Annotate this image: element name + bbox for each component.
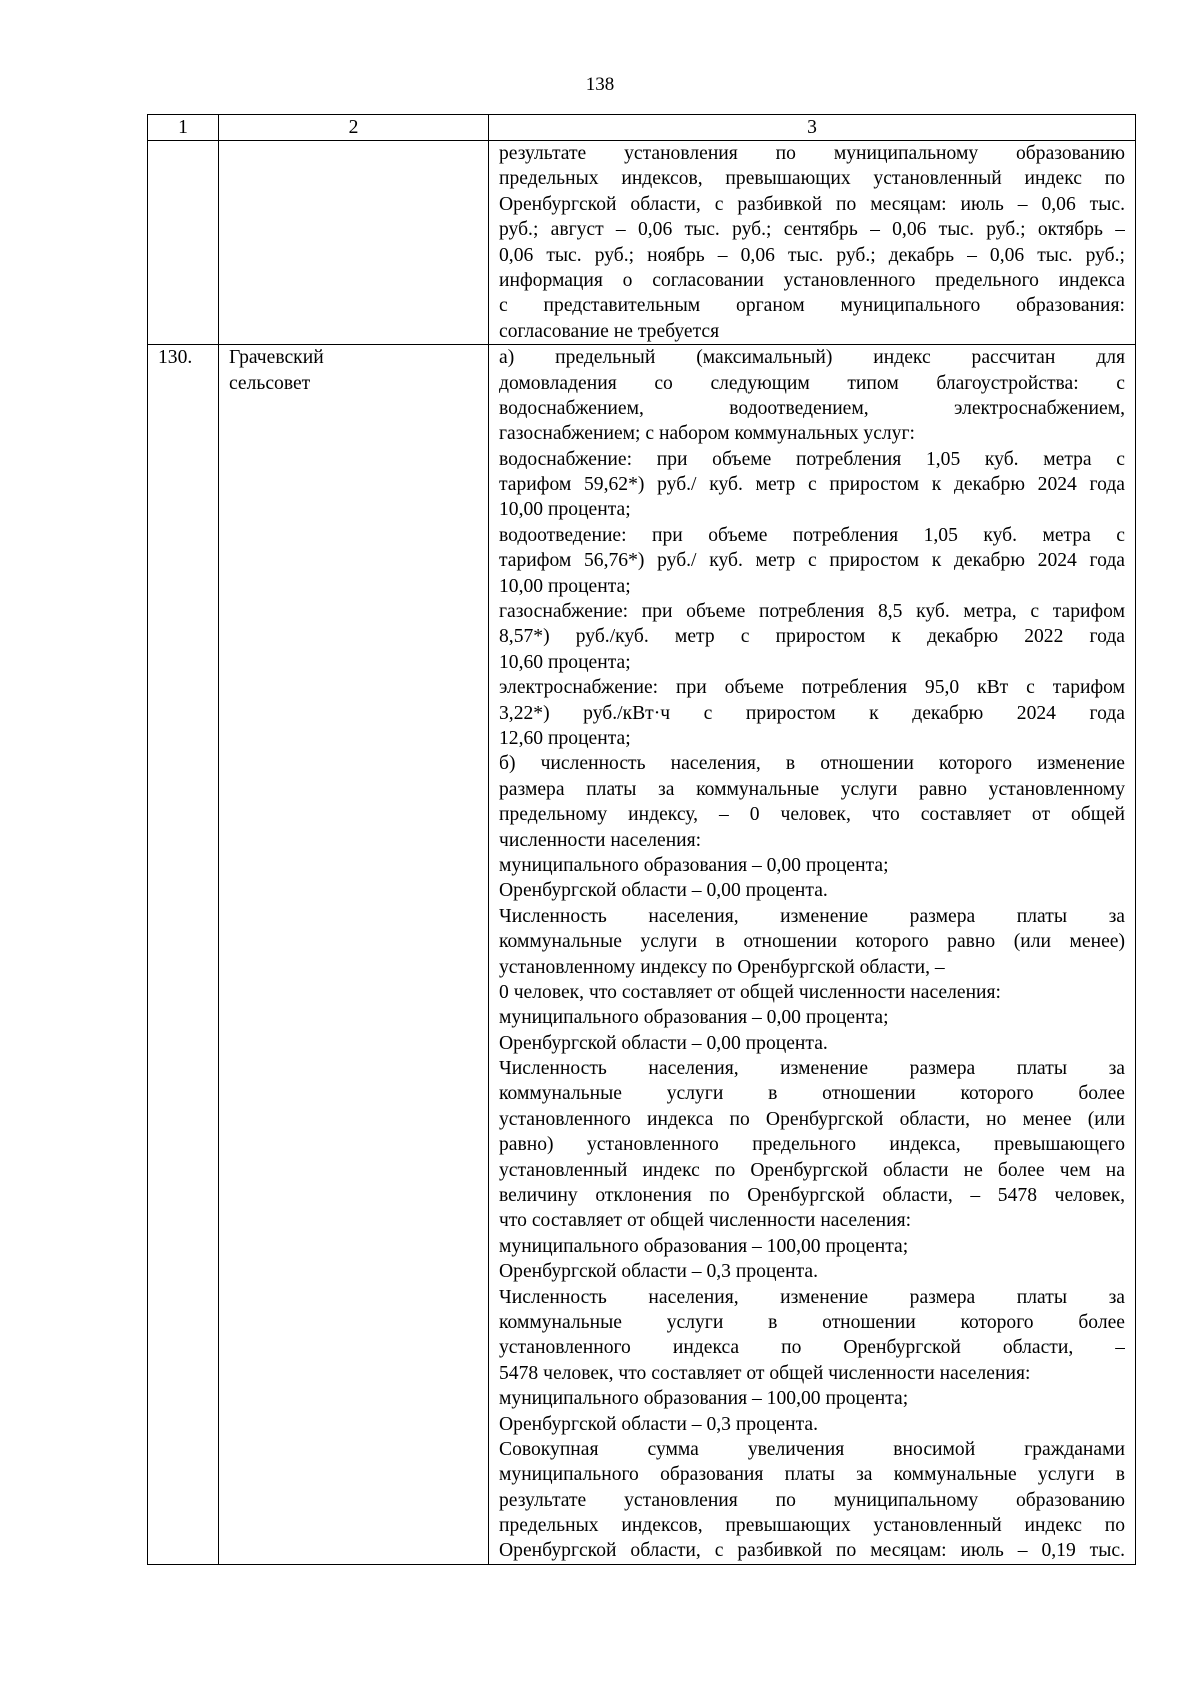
text-line: установленному индексу по Оренбургской области, – — [499, 956, 945, 978]
text-line: Численность населения, изменение размера платы за — [499, 1058, 1125, 1080]
text-line: газоснабжением; с набором коммунальных услуг: — [499, 423, 915, 445]
municipality-name-line: Грачевский — [229, 347, 324, 369]
text-line: предельному индексу, – 0 человек, что составляет от общей — [499, 804, 1125, 826]
table-row-130 — [148, 345, 1136, 1565]
text-line: тарифом 56,76*) руб./ куб. метр с приростом к декабрю 2024 года — [499, 550, 1125, 572]
page-number: 138 — [585, 74, 615, 95]
text-line: Оренбургской области – 0,3 процента. — [499, 1261, 819, 1283]
text-line: Численность населения, изменение размера платы за — [499, 905, 1125, 927]
text-line: величину отклонения по Оренбургской области, – 5478 человек, — [499, 1185, 1125, 1207]
text-line: равно) установленного предельного индекса, превышающего — [499, 1134, 1125, 1156]
text-line: предельных индексов, превышающих установленный индекс по — [499, 1515, 1125, 1537]
text-line: Численность населения, изменение размера платы за — [499, 1286, 1125, 1308]
description-cell — [489, 345, 1136, 1565]
row-number-cell: 130. — [148, 345, 219, 1565]
text-line: что составляет от общей численности населения: — [499, 1210, 912, 1232]
text-line: результате установления по муниципальному образованию — [499, 143, 1125, 164]
text-line: б) численность населения, в отношении которого изменение — [499, 753, 1125, 775]
text-line: 10,00 процента; — [499, 575, 631, 597]
municipality-name-cell — [219, 345, 489, 1565]
text-line: результате установления по муниципальному образованию — [499, 1489, 1125, 1511]
text-line: муниципального образования – 100,00 процента; — [499, 1235, 909, 1257]
text-line: водоснабжение: при объеме потребления 1,05 куб. метра с — [499, 448, 1125, 470]
municipality-name-cell — [219, 141, 489, 345]
text-line: газоснабжение: при объеме потребления 8,5 куб. метра, с тарифом — [499, 601, 1125, 623]
text-line: установленный индекс по Оренбургской области не более чем на — [499, 1159, 1125, 1181]
text-line: размера платы за коммунальные услуги равно установленному — [499, 778, 1125, 800]
text-line: 5478 человек, что составляет от общей численности населения: — [499, 1362, 1031, 1384]
text-line: предельных индексов, превышающих установленный индекс по — [499, 168, 1125, 190]
text-line: Совокупная сумма увеличения вносимой гражданами — [499, 1438, 1125, 1460]
tariff-table — [147, 114, 1136, 1565]
text-line: Оренбургской области – 0,00 процента. — [499, 1032, 828, 1054]
header-col-1: 1 — [148, 115, 219, 141]
header-col-2: 2 — [219, 115, 489, 141]
text-line: руб.; август – 0,06 тыс. руб.; сентябрь – 0,06 тыс. руб.; октябрь – — [499, 219, 1125, 241]
text-line: коммунальные услуги в отношении которого более — [499, 1083, 1125, 1105]
text-line: установленного индекса по Оренбургской области, но менее (или — [499, 1108, 1125, 1130]
text-line: Оренбургской области – 0,3 процента. — [499, 1413, 819, 1435]
text-line: 0 человек, что составляет от общей численности населения: — [499, 981, 1002, 1003]
text-line: коммунальные услуги в отношении которого более — [499, 1311, 1125, 1333]
text-line: муниципального образования – 0,00 процента; — [499, 854, 889, 876]
text-line: 10,00 процента; — [499, 499, 631, 521]
text-line: электроснабжение: при объеме потребления 95,0 кВт с тарифом — [499, 677, 1125, 699]
text-line: тарифом 59,62*) руб./ куб. метр с приростом к декабрю 2024 года — [499, 474, 1125, 496]
text-line: информация о согласовании установленного предельного индекса — [499, 269, 1125, 291]
text-line: домовладения со следующим типом благоустройства: с — [499, 372, 1125, 394]
table-header-row — [148, 115, 1136, 141]
text-line: водоотведение: при объеме потребления 1,05 куб. метра с — [499, 524, 1125, 546]
text-line: а) предельный (максимальный) индекс рассчитан для — [499, 347, 1125, 369]
text-line: 3,22*) руб./кВт·ч с приростом к декабрю 2024 года — [499, 702, 1125, 724]
row-number-cell — [148, 141, 219, 345]
text-line: численности населения: — [499, 829, 702, 851]
text-line: Оренбургской области – 0,00 процента. — [499, 880, 828, 902]
text-line: 10,60 процента; — [499, 651, 631, 673]
text-line: водоснабжением, водоотведением, электроснабжением, — [499, 397, 1125, 419]
text-line: 12,60 процента; — [499, 727, 631, 749]
text-line: согласование не требуется — [499, 320, 720, 342]
municipality-name-line: сельсовет — [229, 372, 311, 394]
table-row-continuation — [148, 141, 1136, 345]
text-line: Оренбургской области, с разбивкой по месяцам: июль – 0,06 тыс. — [499, 193, 1125, 215]
text-line: Оренбургской области, с разбивкой по месяцам: июль – 0,19 тыс. — [499, 1540, 1125, 1562]
text-line: 0,06 тыс. руб.; ноябрь – 0,06 тыс. руб.; декабрь – 0,06 тыс. руб.; — [499, 244, 1125, 266]
text-line: муниципального образования – 100,00 процента; — [499, 1388, 909, 1410]
header-col-3: 3 — [489, 115, 1136, 141]
text-line: коммунальные услуги в отношении которого равно (или менее) — [499, 931, 1125, 953]
text-line: муниципального образования платы за коммунальные услуги в — [499, 1464, 1125, 1486]
description-cell — [489, 141, 1136, 345]
text-line: 8,57*) руб./куб. метр с приростом к декабрю 2022 года — [499, 626, 1125, 648]
text-line: установленного индекса по Оренбургской области, – — [499, 1337, 1125, 1359]
text-line: с представительным органом муниципального образования: — [499, 295, 1125, 317]
text-line: муниципального образования – 0,00 процента; — [499, 1007, 889, 1029]
